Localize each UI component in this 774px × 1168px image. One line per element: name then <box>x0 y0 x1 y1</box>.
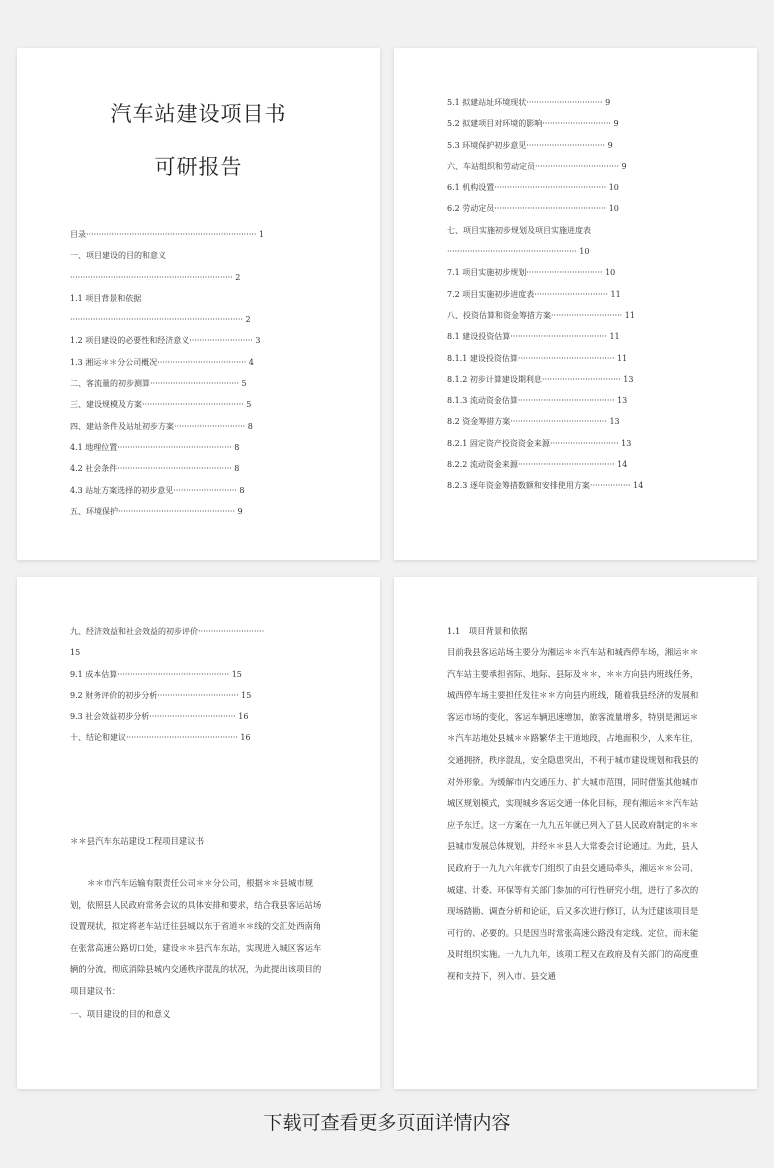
toc-entry: 8.1.2 初步计算建设期利息······························· 13 <box>447 374 634 384</box>
toc-entry: ··················································· 10 <box>447 247 590 257</box>
section-heading: 一、项目建设的目的和意义 <box>70 1009 171 1019</box>
toc-entry: 4.2 社会条件············································· 8 <box>70 464 240 474</box>
toc-entry: 6.1 机构设置············································ 10 <box>447 183 619 193</box>
toc-entry: 7.1 项目实施初步规划······························ 10 <box>447 268 616 278</box>
download-notice: 下载可查看更多页面详情内容 <box>263 1112 511 1134</box>
toc-entry: 六、车站组织和劳动定员································· 9 <box>447 161 627 171</box>
document-page-3 <box>17 577 380 1089</box>
toc-entry: 4.1 地理位置············································· 8 <box>70 442 240 452</box>
toc-entry: 8.1.1 建设投资估算······································ 11 <box>447 353 628 363</box>
toc-entry: 8.2.1 固定资产投资资金来源··························· 13 <box>447 438 632 448</box>
toc-entry: 8.2.2 流动资金来源······································ 14 <box>447 460 628 470</box>
body-paragraph: 目前我县客运站场主要分为湘运＊＊汽车站和城西停车场，湘运＊＊汽车站主要承担省际、地际、县际及＊＊、＊＊方向县内班线任务，城西停车场主要担任发往＊＊方向县内班线，随着我县经济的发展和客运市场的变化，客运车辆迅速增加，旅客流量增多，特别是湘运＊＊汽车站地处县城＊＊路繁华主干道地段，占地面积少，人来车往，交通拥挤，秩序混乱，安全隐患突出，不利于城市建设规划和我县的对外形象。为缓解市内交通压力、扩大城市范围，同时借鉴其他城市城区规划模式，实现城乡客运交通一体化目标，现有湘运＊＊汽车站应予东迁。这一方案在一九九五年就已列入了县人民政府制定的＊＊县城市发展总体规划，并经＊＊县人大常委会讨论通过。为此，县人民政府于一九九六年就专门组织了由县交通局牵头，湘运＊＊公司、城建、计委、环保等有关部门参加的可行性研究小组，进行了多次的现场踏勘、调查分析和论证，后又多次进行修订，认为迁建该项目是可行的、必要的。只是因当时常张高速公路没有定线、定位，而未能及时组织实施。一九九九年，该项工程又在政府及有关部门的高度重视和支持下，列入市、县交通 <box>447 647 699 981</box>
toc-entry: 5.1 拟建站址环境现状······························ 9 <box>447 98 611 107</box>
toc-entry: 9.3 社会效益初步分析·································· 16 <box>70 712 249 722</box>
toc-entry: 4.3 站址方案选择的初步意见························· 8 <box>70 485 245 495</box>
toc-entry: 15 <box>70 648 81 658</box>
toc-entry: 目录··································································· 1 <box>70 230 265 239</box>
toc-entry: 8.2 资金筹措方案······································ 13 <box>447 417 620 427</box>
document-subtitle: 可研报告 <box>154 155 243 179</box>
body-paragraph: ＊＊市汽车运输有限责任公司＊＊分公司，根据＊＊县城市规划，依照县人民政府常务会议的具体安排和要求，结合我县客运站场设置现状，拟定将老车站迁往县城以东于省道＊＊线的交汇处西南角在张常高速公路切口处，建设＊＊县汽车东站，实现进入城区客运车辆的分流，彻底消除县城内交通秩序混乱的状况，为此提出该项目的项目建议书： <box>70 878 322 996</box>
toc-entry: ···································································· 2 <box>70 315 251 325</box>
toc-entry: 四、建站条件及站址初步方案···························· 8 <box>70 421 253 431</box>
toc-entry: ································································ 2 <box>70 272 241 282</box>
toc-entry: 九、经济效益和社会效益的初步评价·························· <box>70 627 265 636</box>
toc-entry: 9.1 成本估算············································ 15 <box>70 669 242 679</box>
toc-entry: 5.3 环境保护初步意见······························· 9 <box>447 140 613 150</box>
toc-entry: 七、项目实施初步规划及项目实施进度表 <box>447 225 591 235</box>
toc-entry: 8.2.3 逐年资金筹措数额和安排使用方案················ 14 <box>447 481 644 491</box>
document-title: 汽车站建设项目书 <box>110 102 287 126</box>
toc-entry: 9.2 财务评价的初步分析································ 15 <box>70 690 252 700</box>
toc-entry: 1.3 湘运＊＊分公司概况··································· 4 <box>70 357 254 367</box>
toc-entry: 7.2 项目实施初步进度表····························· 11 <box>447 289 621 299</box>
toc-entry: 一、项目建设的目的和意义 <box>70 251 166 261</box>
section-heading: 1.1 项目背景和依据 <box>447 626 528 636</box>
toc-list <box>447 92 643 497</box>
toc-entry: 8.1 建设投资估算······································ 11 <box>447 332 620 342</box>
toc-list <box>70 224 264 522</box>
section-heading: ＊＊县汽车东站建设工程项目建议书 <box>70 836 204 846</box>
document-page-2 <box>394 48 757 560</box>
toc-entry: 十、结论和建议············································ 16 <box>70 733 251 743</box>
document-page-4 <box>394 577 757 1089</box>
toc-entry: 五、环境保护·············································· 9 <box>70 506 243 516</box>
toc-entry: 6.2 劳动定员············································ 10 <box>447 204 619 214</box>
toc-entry: 二、客流量的初步测算··································· 5 <box>70 379 247 389</box>
toc-entry: 8.1.3 流动资金估算······································ 13 <box>447 396 628 406</box>
toc-list <box>70 621 264 749</box>
toc-entry: 三、建设规模及方案········································ 5 <box>70 400 252 410</box>
toc-entry: 1.2 项目建设的必要性和经济意义························· 3 <box>70 336 261 346</box>
document-page-1 <box>17 48 380 560</box>
toc-entry: 1.1 项目背景和依据 <box>70 293 142 303</box>
toc-entry: 八、投资估算和资金筹措方案···························· 11 <box>447 310 635 320</box>
toc-entry: 5.2 拟建项目对环境的影响··························· 9 <box>447 119 619 129</box>
